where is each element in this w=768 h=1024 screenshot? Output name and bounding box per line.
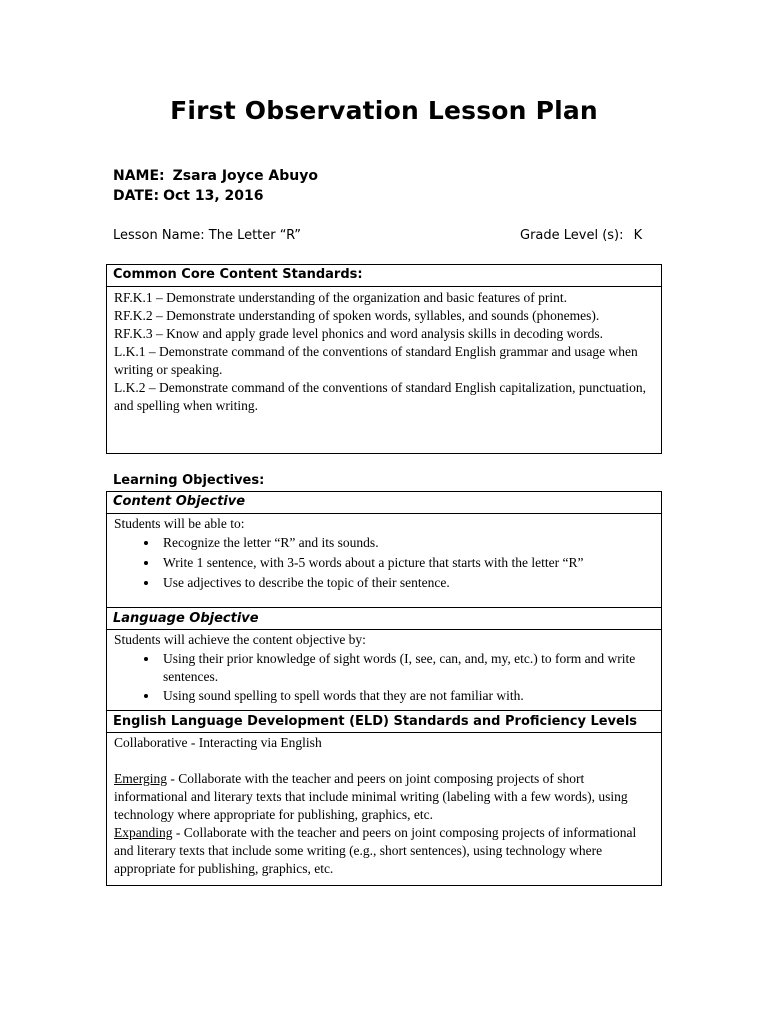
- date-label: DATE:: [113, 188, 160, 204]
- eld-body: [107, 733, 661, 879]
- list-item: • Use adjectives to describe the topic of their sentence.: [159, 574, 654, 592]
- date-value: Oct 13, 2016: [163, 188, 264, 204]
- content-objective-heading: Content Objective: [107, 492, 661, 514]
- standard-line: RF.K.1 – Demonstrate understanding of the organization and basic features of print.: [114, 290, 568, 305]
- expanding-text: - Collaborate with the teacher and peers on joint composing projects of informational and literary texts that include some writing (e.g., short sentences), using technology where appropriate for publishing, graphics, etc.: [114, 825, 637, 876]
- standard-line: L.K.2 – Demonstrate command of the conventions of standard English capitalization, punctuation, and spelling when writing.: [114, 380, 646, 413]
- date-row: [113, 188, 264, 204]
- eld-heading: English Language Development (ELD) Standards and Proficiency Levels: [107, 711, 661, 733]
- standard-line: RF.K.2 – Demonstrate understanding of spoken words, syllables, and sounds (phonemes).: [114, 308, 600, 323]
- grade-level-value: K: [633, 228, 643, 243]
- standard-line: RF.K.3 – Know and apply grade level phonics and word analysis skills in decoding words.: [114, 326, 603, 341]
- name-label: NAME:: [113, 168, 165, 184]
- lesson-name-label: Lesson Name:: [113, 228, 205, 243]
- content-objective-body: [107, 514, 661, 608]
- objectives-box: [106, 491, 662, 886]
- emerging-text: - Collaborate with the teacher and peers on joint composing projects of short informational and literary texts that include minimal writing (labeling with a few words), using technology where appropriate for publishing, graphics, etc.: [114, 771, 628, 822]
- standards-box: [106, 264, 662, 454]
- list-item: • Using their prior knowledge of sight words (I, see, can, and, my, etc.) to form and write sentences.: [159, 650, 654, 686]
- content-objective-intro: Students will be able to:: [114, 516, 245, 531]
- language-objective-heading: Language Objective: [107, 608, 661, 630]
- eld-intro: Collaborative - Interacting via English: [114, 735, 322, 750]
- language-objective-body: [107, 630, 661, 711]
- grade-level-label: Grade Level (s):: [520, 228, 624, 243]
- standard-line: L.K.1 – Demonstrate command of the conventions of standard English grammar and usage when writing or speaking.: [114, 344, 638, 377]
- lesson-name-value: The Letter “R”: [208, 228, 302, 243]
- name-value: Zsara Joyce Abuyo: [172, 168, 319, 184]
- list-item: • Recognize the letter “R” and its sounds.: [159, 534, 654, 552]
- lesson-name-row: [113, 228, 301, 243]
- expanding-label: Expanding: [114, 825, 173, 840]
- list-item: • Using sound spelling to spell words that they are not familiar with.: [159, 687, 654, 705]
- standards-heading: Common Core Content Standards:: [107, 265, 661, 287]
- language-objective-intro: Students will achieve the content objective by:: [114, 632, 366, 647]
- grade-level-row: [520, 228, 642, 243]
- emerging-label: Emerging: [114, 771, 167, 786]
- eld-emerging: [114, 770, 654, 824]
- list-item: • Write 1 sentence, with 3-5 words about a picture that starts with the letter “R”: [159, 554, 654, 572]
- standards-body: [107, 287, 661, 416]
- page-title: First Observation Lesson Plan: [170, 96, 598, 125]
- eld-expanding: [114, 824, 654, 878]
- name-row: [113, 168, 318, 184]
- learning-objectives-label: Learning Objectives:: [113, 473, 265, 488]
